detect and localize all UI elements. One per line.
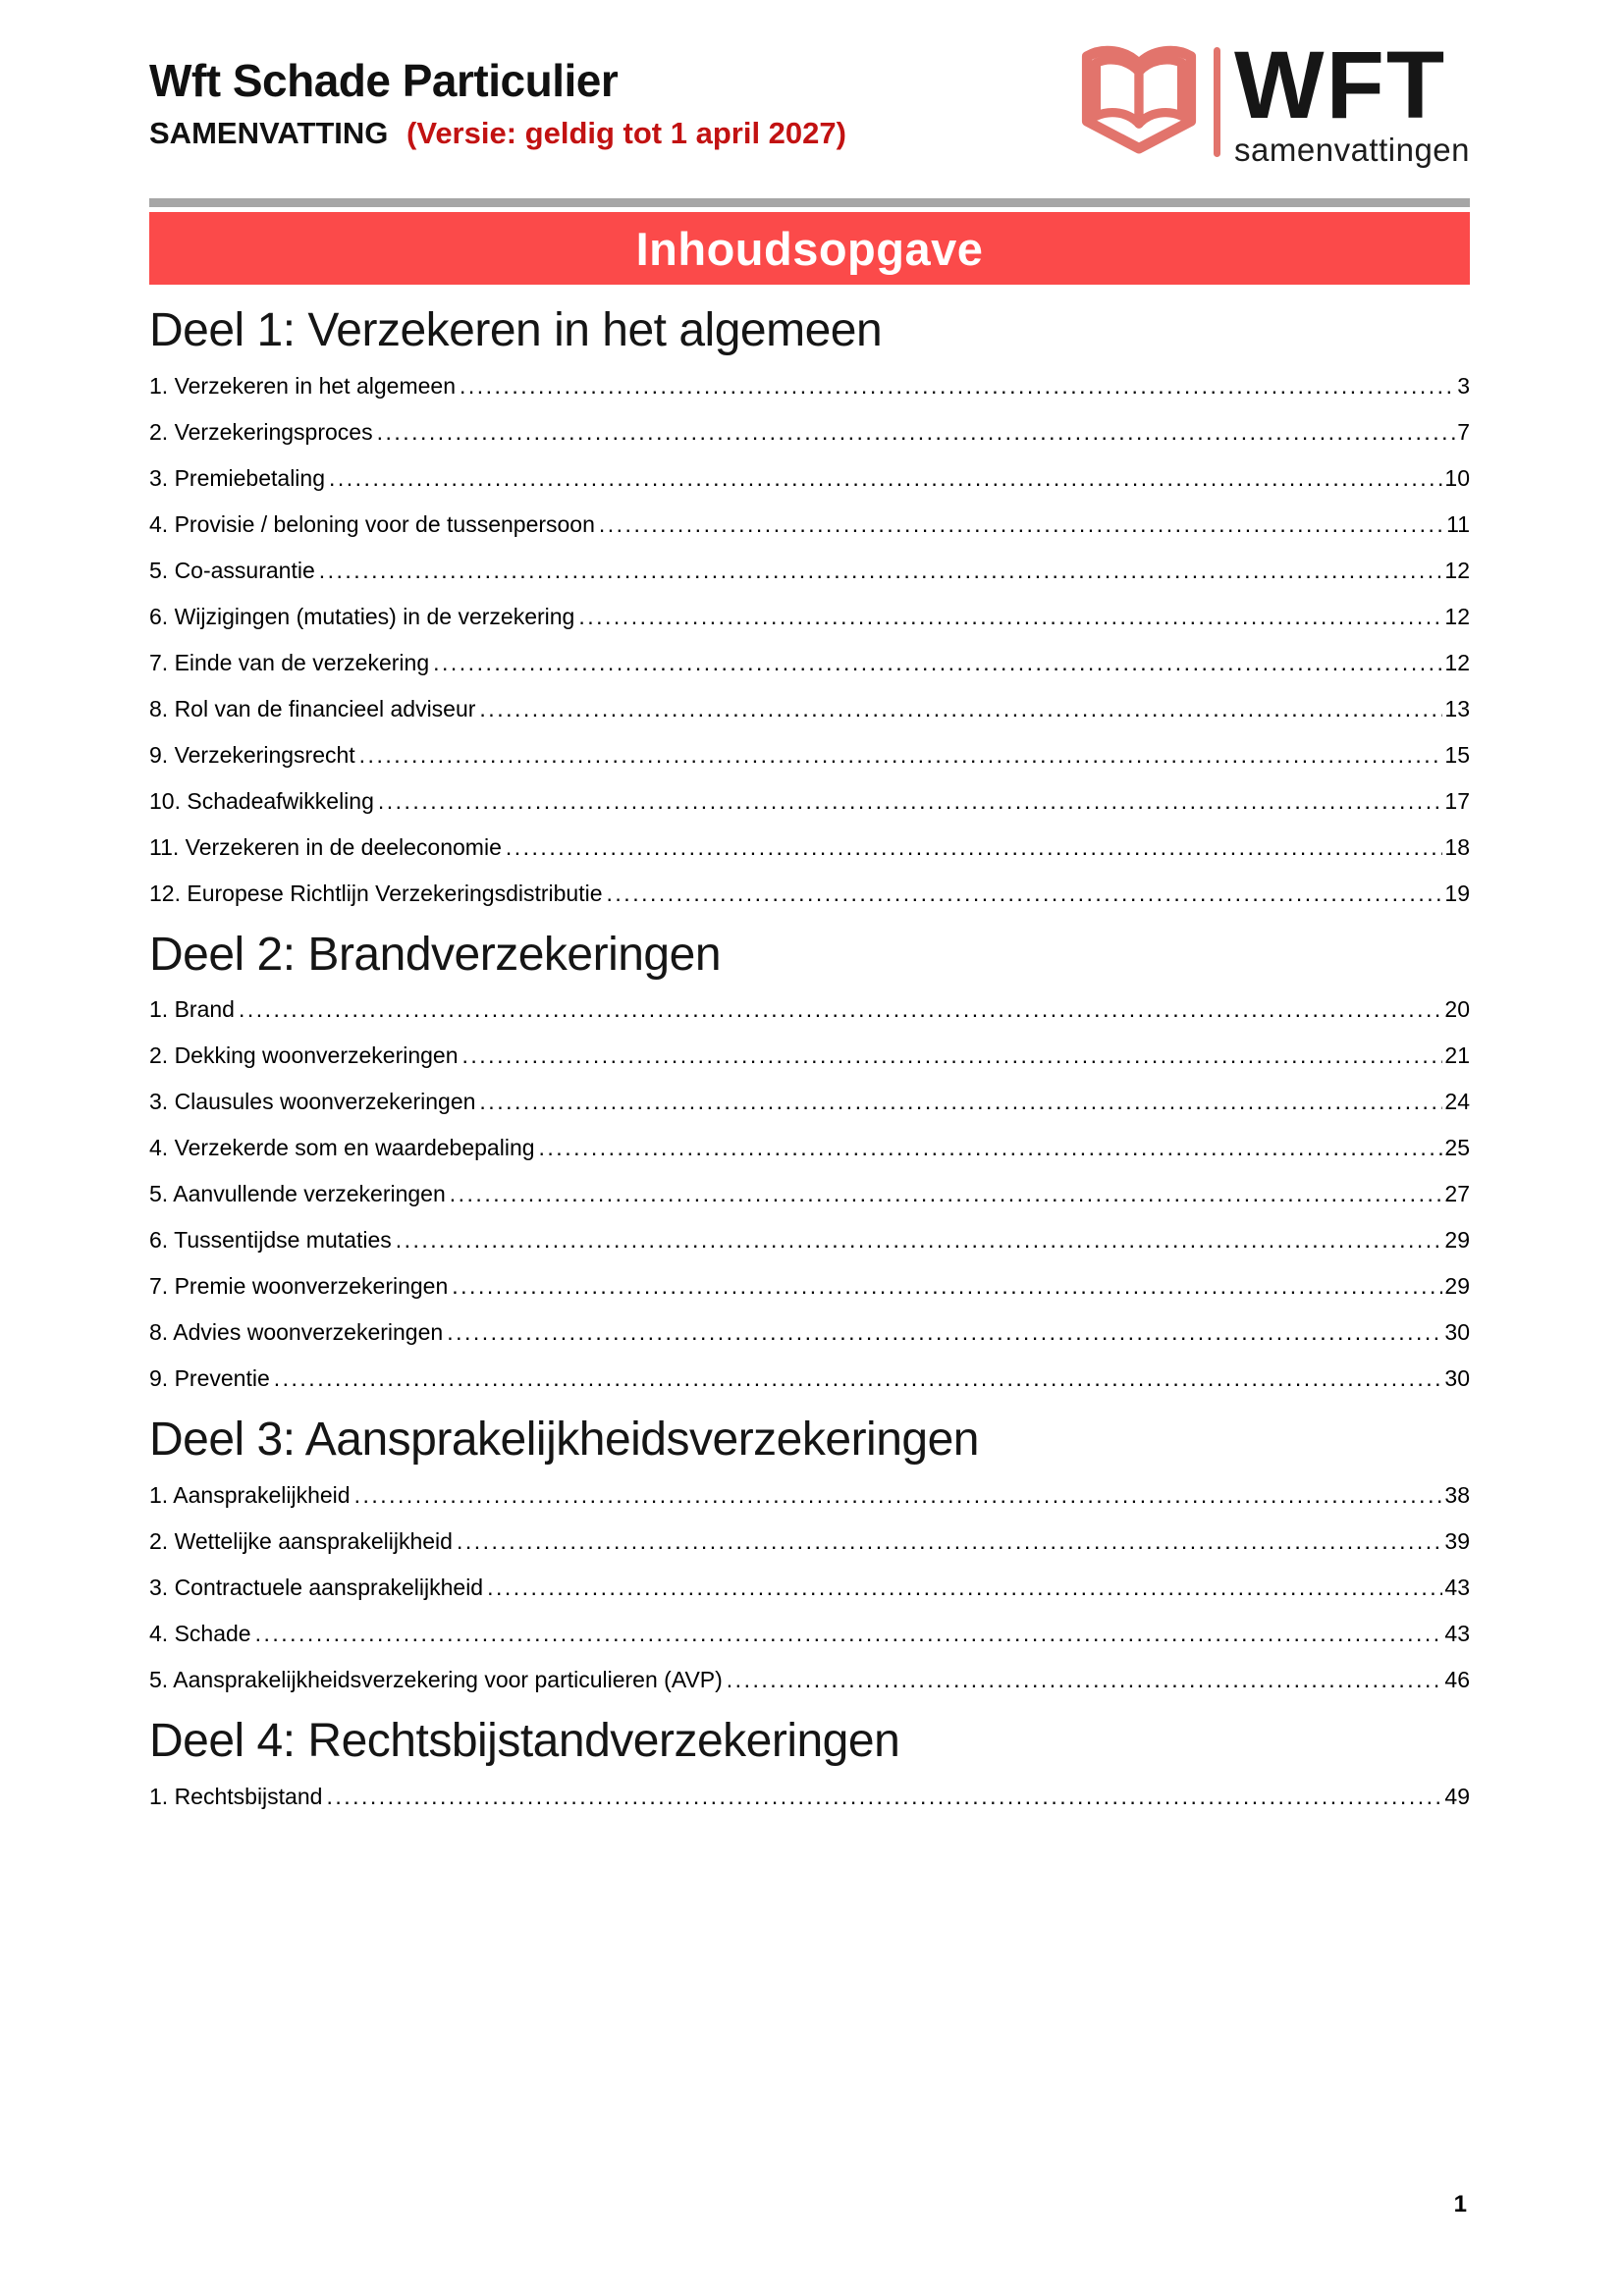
toc-entry-label: 4. Schade (149, 1621, 251, 1647)
toc-entry-page: 24 (1444, 1089, 1470, 1115)
toc-entry-label: 3. Clausules woonverzekeringen (149, 1089, 476, 1115)
logo-brand-sub: samenvattingen (1234, 132, 1470, 169)
toc-entry-page: 13 (1444, 695, 1470, 721)
toc-entry-label: 6. Wijzigingen (mutaties) in de verzekering (149, 603, 575, 629)
toc-entry-page: 21 (1444, 1042, 1470, 1069)
toc-entry-page: 27 (1444, 1181, 1470, 1207)
toc-leader-dots (354, 1482, 1443, 1509)
toc-section-heading: Deel 2: Brandverzekeringen (149, 928, 722, 981)
toc-entry-label: 5. Aansprakelijkheidsverzekering voor particulieren (AVP) (149, 1667, 723, 1693)
toc-leader-dots (727, 1667, 1443, 1693)
toc-entry[interactable] (149, 419, 1470, 446)
toc-leader-dots (447, 1319, 1442, 1346)
toc-leader-dots (479, 696, 1442, 722)
toc-entry-page: 20 (1444, 996, 1470, 1023)
toc-leader-dots (326, 1784, 1442, 1810)
toc-leader-dots (599, 511, 1444, 538)
toc-entry-page: 7 (1457, 418, 1470, 445)
toc-entry[interactable] (149, 1089, 1470, 1115)
header-rule (149, 198, 1470, 207)
toc-entry-label: 4. Verzekerde som en waardebepaling (149, 1135, 535, 1161)
toc-leader-dots (377, 419, 1456, 446)
toc-entry-page: 39 (1444, 1528, 1470, 1555)
toc-entry[interactable] (149, 1319, 1470, 1346)
toc-leader-dots (274, 1365, 1443, 1392)
toc-entry-label: 1. Rechtsbijstand (149, 1783, 323, 1809)
toc-entry-label: 11. Verzekeren in de deeleconomie (149, 833, 502, 860)
toc-banner-title: Inhoudsopgave (635, 222, 984, 275)
toc-entry[interactable] (149, 1042, 1470, 1069)
version-note: (Versie: geldig tot 1 april 2027) (406, 115, 846, 150)
toc-entry-page: 30 (1444, 1319, 1470, 1346)
toc-leader-dots (457, 1528, 1442, 1555)
toc-leader-dots (578, 604, 1442, 630)
toc-entry-page: 10 (1444, 464, 1470, 491)
toc-entry-label: 3. Contractuele aansprakelijkheid (149, 1575, 484, 1601)
toc-entry[interactable] (149, 650, 1470, 676)
toc-entry[interactable] (149, 834, 1470, 861)
page-number: 1 (1453, 2191, 1467, 2217)
toc-entry[interactable] (149, 373, 1470, 400)
toc-banner (149, 212, 1470, 285)
document-header (149, 31, 1470, 169)
toc-section-heading: Deel 1: Verzekeren in het algemeen (149, 304, 883, 357)
toc-entry[interactable] (149, 604, 1470, 630)
toc-section-items (149, 1784, 1470, 1810)
toc-leader-dots (378, 788, 1443, 815)
toc-entry-page: 12 (1444, 603, 1470, 629)
toc-entry-page: 43 (1444, 1621, 1470, 1647)
toc-entry-page: 29 (1444, 1273, 1470, 1300)
toc-entry[interactable] (149, 881, 1470, 907)
toc-entry-label: 1. Verzekeren in het algemeen (149, 372, 456, 399)
logo-brand: WFT (1234, 31, 1447, 138)
document-subtitle (149, 115, 846, 151)
toc-entry[interactable] (149, 1273, 1470, 1300)
toc-entry-page: 30 (1444, 1365, 1470, 1392)
toc-section (149, 302, 1470, 907)
toc-entry-page: 49 (1444, 1783, 1470, 1809)
toc-leader-dots (239, 996, 1442, 1023)
toc-leader-dots (506, 834, 1443, 861)
toc-entry-label: 8. Advies woonverzekeringen (149, 1319, 444, 1346)
toc-entry[interactable] (149, 1621, 1470, 1647)
toc-entry-label: 10. Schadeafwikkeling (149, 787, 374, 814)
toc-leader-dots (450, 1181, 1443, 1207)
toc-entry[interactable] (149, 1181, 1470, 1207)
toc-entry-page: 3 (1457, 372, 1470, 399)
toc-entry[interactable] (149, 1528, 1470, 1555)
toc-entry-page: 25 (1444, 1135, 1470, 1161)
toc-section (149, 1713, 1470, 1810)
toc-entry[interactable] (149, 1227, 1470, 1254)
toc-entry-label: 5. Co-assurantie (149, 557, 315, 583)
toc-entry-label: 1. Brand (149, 996, 235, 1023)
toc-entry[interactable] (149, 1482, 1470, 1509)
toc-leader-dots (396, 1227, 1443, 1254)
toc-entry-label: 8. Rol van de financieel adviseur (149, 695, 476, 721)
toc-entry-page: 19 (1444, 880, 1470, 906)
toc-entry[interactable] (149, 996, 1470, 1023)
toc (149, 302, 1470, 1809)
toc-entry-page: 38 (1444, 1482, 1470, 1509)
toc-entry[interactable] (149, 1667, 1470, 1693)
toc-section-items (149, 373, 1470, 907)
toc-entry[interactable] (149, 696, 1470, 722)
toc-entry-page: 15 (1444, 741, 1470, 768)
subtitle-label: SAMENVATTING (149, 115, 389, 150)
toc-entry-label: 2. Verzekeringsproces (149, 418, 373, 445)
toc-entry-page: 12 (1444, 649, 1470, 675)
toc-entry-label: 9. Verzekeringsrecht (149, 741, 355, 768)
toc-leader-dots (462, 1042, 1443, 1069)
toc-entry-label: 6. Tussentijdse mutaties (149, 1227, 392, 1254)
toc-entry-page: 12 (1444, 557, 1470, 583)
toc-entry[interactable] (149, 788, 1470, 815)
toc-entry-page: 17 (1444, 787, 1470, 814)
toc-leader-dots (329, 465, 1442, 492)
toc-entry-label: 1. Aansprakelijkheid (149, 1482, 351, 1509)
title-block (149, 41, 846, 151)
logo-divider (1214, 47, 1220, 157)
document-title: Wft Schade Particulier (149, 55, 619, 106)
toc-entry-label: 12. Europese Richtlijn Verzekeringsdistributie (149, 880, 603, 906)
toc-entry[interactable] (149, 1365, 1470, 1392)
toc-entry-label: 7. Einde van de verzekering (149, 649, 430, 675)
toc-entry[interactable] (149, 1135, 1470, 1161)
toc-entry[interactable] (149, 742, 1470, 769)
toc-leader-dots (539, 1135, 1443, 1161)
toc-section-items (149, 996, 1470, 1392)
logo-text (1234, 31, 1470, 169)
toc-entry[interactable] (149, 1784, 1470, 1810)
toc-entry-label: 7. Premie woonverzekeringen (149, 1273, 449, 1300)
toc-section (149, 1412, 1470, 1693)
toc-entry-page: 29 (1444, 1227, 1470, 1254)
open-book-icon (1074, 41, 1204, 165)
toc-entry[interactable] (149, 1575, 1470, 1601)
toc-entry-page: 46 (1444, 1667, 1470, 1693)
toc-section-heading: Deel 4: Rechtsbijstandverzekeringen (149, 1715, 900, 1768)
toc-entry-label: 4. Provisie / beloning voor de tussenpersoon (149, 510, 595, 537)
toc-leader-dots (460, 373, 1455, 400)
toc-leader-dots (607, 881, 1443, 907)
toc-entry-label: 2. Dekking woonverzekeringen (149, 1042, 459, 1069)
wft-logo (1074, 31, 1470, 169)
toc-entry-page: 18 (1444, 833, 1470, 860)
toc-section-items (149, 1482, 1470, 1693)
toc-entry-label: 2. Wettelijke aansprakelijkheid (149, 1528, 453, 1555)
toc-leader-dots (433, 650, 1442, 676)
toc-section (149, 927, 1470, 1393)
toc-entry[interactable] (149, 558, 1470, 584)
toc-leader-dots (487, 1575, 1442, 1601)
toc-entry[interactable] (149, 465, 1470, 492)
toc-leader-dots (319, 558, 1443, 584)
toc-section-heading: Deel 3: Aansprakelijkheidsverzekeringen (149, 1414, 979, 1467)
toc-leader-dots (479, 1089, 1442, 1115)
toc-entry-label: 3. Premiebetaling (149, 464, 325, 491)
toc-entry-label: 5. Aanvullende verzekeringen (149, 1181, 446, 1207)
toc-leader-dots (452, 1273, 1442, 1300)
toc-leader-dots (359, 742, 1443, 769)
toc-entry-label: 9. Preventie (149, 1365, 270, 1392)
toc-entry[interactable] (149, 511, 1470, 538)
toc-entry-page: 43 (1444, 1575, 1470, 1601)
toc-leader-dots (255, 1621, 1443, 1647)
toc-entry-page: 11 (1446, 510, 1470, 537)
